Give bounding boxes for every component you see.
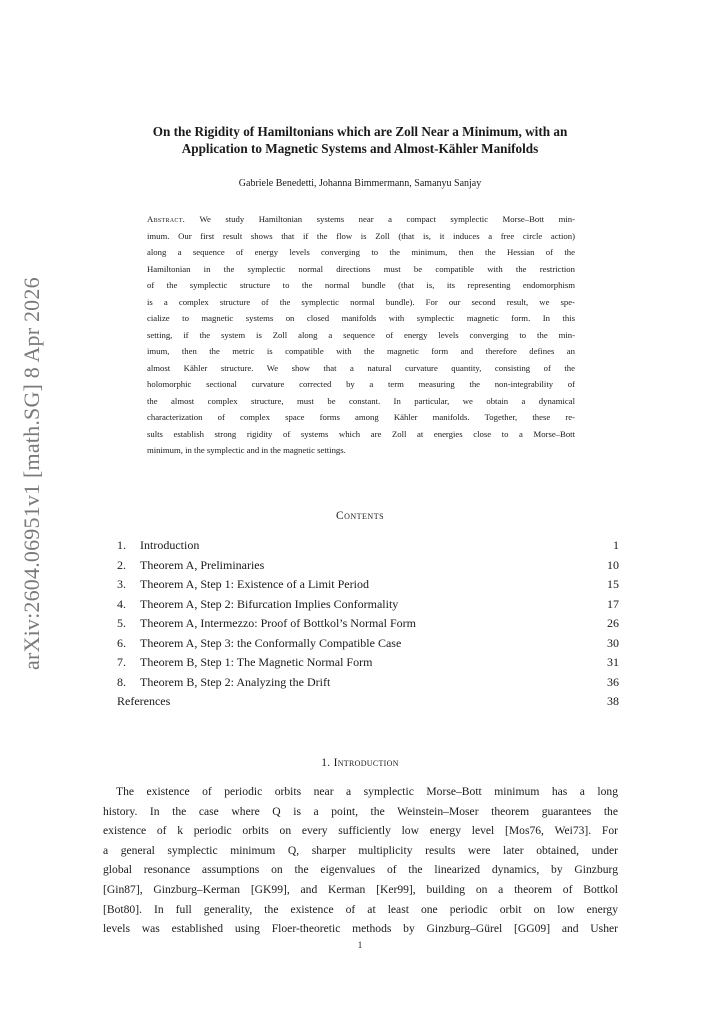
toc-entry-introduction[interactable] (117, 536, 619, 556)
toc-entry-page: 15 (607, 577, 619, 592)
toc-entry-title: Theorem A, Intermezzo: Proof of Bottkol’s Normal Form (140, 616, 416, 631)
table-of-contents (117, 536, 619, 712)
page-number: 1 (357, 940, 363, 950)
toc-entry-page: 30 (607, 635, 619, 650)
paragraph-line: global resonance assumptions on the eigenvalues of the linearized dynamics, by Ginzburg (103, 863, 618, 877)
abstract-line: minimum, in the symplectic and in the magnetic settings. (147, 445, 346, 455)
abstract-line: is a complex structure of the symplectic normal bundle). For our second result, we spe- (147, 296, 575, 307)
toc-entry-page: 31 (607, 655, 619, 670)
abstract-line: Abstract. We study Hamiltonian systems near a compact symplectic Morse–Bott min- (147, 214, 575, 224)
abstract (147, 211, 575, 459)
toc-entry-title: Theorem A, Preliminaries (140, 557, 265, 572)
toc-entry-page: 26 (607, 616, 619, 631)
toc-entry-title: References (117, 694, 171, 709)
abstract-line: almost Kähler structure. We show that a natural curvature quantity, consisting of the (147, 362, 575, 373)
toc-entry-limit-period[interactable] (117, 575, 619, 595)
paper-title (100, 123, 620, 157)
toc-entry-theorem-a-preliminaries[interactable] (117, 556, 619, 576)
toc-entry-title: Introduction (140, 538, 200, 553)
toc-entry-magnetic-normal-form[interactable] (117, 653, 619, 673)
abstract-line: sults establish strong rigidity of systems which are Zoll at energies close to a Morse–Bott (147, 428, 575, 439)
toc-entry-number: 1. (117, 538, 126, 553)
toc-entry-number: 4. (117, 596, 126, 611)
abstract-line: along a sequence of energy levels converging to the minimum, then the Hessian of the (147, 247, 575, 257)
paragraph-line: [Gin87], Ginzburg–Kerman [GK99], and Kerman [Ker99], building on a theorem of Bottkol (103, 882, 618, 896)
contents-heading: Contents (335, 510, 385, 522)
abstract-line: cialize to magnetic systems on closed manifolds with symplectic magnetic form. In this (147, 313, 575, 323)
abstract-label: Abstract. (147, 214, 186, 224)
toc-entry-page: 36 (607, 674, 619, 689)
abstract-line: characterization of complex space forms among Kähler manifolds. Together, these re- (147, 412, 575, 422)
abstract-line: holomorphic sectional curvature corrected by a term measuring the non-integrability of (147, 379, 575, 389)
toc-entry-analyzing-drift[interactable] (117, 673, 619, 693)
arxiv-identifier-text: arXiv:2604.06951v1 [math.SG] 8 Apr 2026 (19, 277, 44, 670)
paragraph-line: existence of k periodic orbits on every sufficiently low energy level [Mos76, Wei73]. For (103, 824, 618, 838)
toc-entry-number: 5. (117, 616, 126, 631)
toc-entry-number: 3. (117, 577, 126, 592)
toc-entry-title: Theorem A, Step 3: the Conformally Compatible Case (140, 635, 402, 650)
toc-entry-number: 2. (117, 557, 126, 572)
abstract-line: imum, then the metric is compatible with the magnetic form and therefore defines an (147, 346, 575, 356)
abstract-line: the almost complex structure, must be constant. In particular, we obtain a dynamical (147, 395, 575, 406)
toc-entry-bifurcation[interactable] (117, 595, 619, 615)
author-list: Gabriele Benedetti, Johanna Bimmermann, Samanyu Sanjay (238, 178, 482, 189)
toc-entry-references[interactable] (117, 692, 619, 712)
paragraph-line: [Bot80]. In full generality, the existence of at least one periodic orbit on low energy (103, 902, 618, 916)
toc-entry-title: Theorem B, Step 2: Analyzing the Drift (140, 674, 331, 689)
toc-entry-title: Theorem A, Step 2: Bifurcation Implies Conformality (140, 596, 399, 611)
paper-title-line-1: On the Rigidity of Hamiltonians which are Zoll Near a Minimum, with an (152, 124, 568, 139)
toc-entry-title: Theorem A, Step 1: Existence of a Limit Period (140, 577, 369, 592)
paragraph-line: levels was established using Floer-theoretic methods by Ginzburg–Gürel [GG09] and Usher (103, 922, 618, 936)
toc-entry-number: 7. (117, 655, 126, 670)
paper-title-line-2: Application to Magnetic Systems and Almost-Kähler Manifolds (181, 141, 539, 156)
introduction-paragraph (103, 782, 618, 939)
toc-entry-page: 10 (607, 557, 619, 572)
abstract-line: Hamiltonian in the symplectic normal directions must be compatible with the restriction (147, 263, 575, 274)
toc-entry-title: Theorem B, Step 1: The Magnetic Normal Form (140, 655, 373, 670)
abstract-line: setting, if the system is Zoll along a sequence of energy levels converging to the min- (147, 329, 575, 340)
paragraph-line: The existence of periodic orbits near a symplectic Morse–Bott minimum has a long (116, 785, 618, 798)
abstract-line: imum. Our first result shows that if the flow is Zoll (that is, it induces a free circle action) (147, 230, 575, 241)
paragraph-line: history. In the case where Q is a point, the Weinstein–Moser theorem guarantees the (103, 804, 618, 818)
toc-entry-number: 6. (117, 635, 126, 650)
toc-entry-page: 38 (607, 694, 619, 709)
toc-entry-bottkol-normal-form[interactable] (117, 614, 619, 634)
abstract-line: of the symplectic structure to the normal bundle (that is, its representing endomorphism (147, 280, 575, 290)
toc-entry-number: 8. (117, 674, 126, 689)
toc-entry-page: 17 (607, 596, 619, 611)
paragraph-line: a general symplectic minimum Q, sharper multiplicity results were later obtained, under (103, 843, 618, 857)
toc-entry-page: 1 (613, 538, 619, 553)
section-heading: 1. Introduction (321, 757, 399, 769)
toc-entry-conformally-compatible[interactable] (117, 634, 619, 654)
